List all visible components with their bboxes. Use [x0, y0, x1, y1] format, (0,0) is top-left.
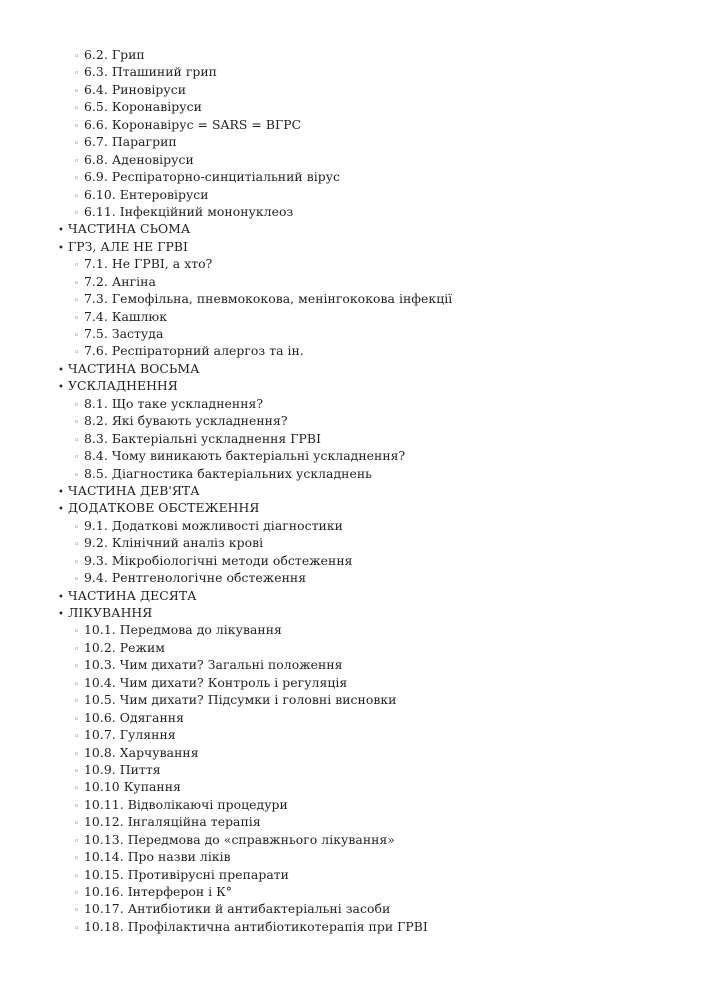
toc-subsection-item[interactable]: [58, 813, 698, 830]
toc-item-label: 9.4. Рентгенологічне обстеження: [84, 570, 307, 586]
toc-item-label: 8.4. Чому виникають бактеріальні ускладнення?: [84, 448, 406, 464]
toc-item-label: 10.4. Чим дихати? Контроль і регуляція: [84, 674, 348, 690]
toc-item-label: 10.14. Про назви ліків: [84, 849, 231, 865]
toc-section-item[interactable]: [58, 238, 698, 255]
toc-item-label: 7.6. Респіраторний алергоз та ін.: [84, 343, 304, 359]
toc-subsection-item[interactable]: [58, 151, 698, 168]
toc-item-label: 10.7. Гуляння: [84, 727, 176, 743]
toc-item-label: 10.15. Противірусні препарати: [84, 866, 289, 882]
toc-item-label: ДОДАТКОВЕ ОБСТЕЖЕННЯ: [68, 500, 260, 516]
toc-subsection-item[interactable]: [58, 186, 698, 203]
toc-item-label: 10.16. Інтерферон і К°: [84, 884, 233, 899]
toc-subsection-item[interactable]: [58, 831, 698, 848]
toc-subsection-item[interactable]: [58, 342, 698, 359]
toc-subsection-item[interactable]: [58, 796, 698, 813]
toc-item-label: 10.13. Передмова до «справжнього лікування»: [84, 831, 395, 847]
toc-section-item[interactable]: [58, 604, 698, 621]
toc-subsection-item[interactable]: [58, 674, 698, 691]
toc-subsection-item[interactable]: [58, 116, 698, 133]
toc-subsection-item[interactable]: [58, 778, 698, 795]
toc-subsection-item[interactable]: [58, 656, 698, 673]
toc-section-item[interactable]: [58, 377, 698, 394]
toc-subsection-item[interactable]: [58, 63, 698, 80]
toc-subsection-item[interactable]: [58, 900, 698, 917]
toc-item-label: 7.1. Не ГРВІ, а хто?: [84, 256, 213, 272]
toc-subsection-item[interactable]: [58, 569, 698, 586]
toc-subsection-item[interactable]: [58, 203, 698, 220]
hollow-bullet-icon: ◦: [74, 261, 80, 272]
toc-subsection-item[interactable]: [58, 517, 698, 534]
toc-subsection-item[interactable]: [58, 273, 698, 290]
hollow-bullet-icon: ◦: [74, 418, 80, 429]
toc-item-label: 8.3. Бактеріальні ускладнення ГРВІ: [84, 430, 322, 446]
hollow-bullet-icon: ◦: [74, 331, 80, 341]
toc-item-label: 7.5. Застуда: [84, 326, 164, 341]
toc-subsection-item[interactable]: [58, 726, 698, 743]
toc-item-label: 10.6. Одягання: [84, 709, 184, 725]
toc-item-label: 10.9. Пиття: [84, 761, 161, 777]
hollow-bullet-icon: ◦: [74, 296, 80, 307]
toc-item-label: ГРЗ, АЛЕ НЕ ГРВІ: [68, 238, 188, 254]
toc-item-label: 6.2. Грип: [84, 47, 145, 62]
toc-section-item[interactable]: [58, 360, 698, 377]
hollow-bullet-icon: ◦: [74, 854, 80, 865]
hollow-bullet-icon: ◦: [74, 697, 80, 708]
toc-subsection-item[interactable]: [58, 430, 698, 447]
hollow-bullet-icon: ◦: [74, 174, 80, 185]
hollow-bullet-icon: ◦: [74, 679, 80, 690]
toc-item-label: 6.5. Коронавіруси: [84, 99, 202, 115]
bullet-icon: •: [58, 486, 64, 498]
toc-subsection-item[interactable]: [58, 465, 698, 482]
toc-subsection-item[interactable]: [58, 883, 698, 900]
toc-item-label: ЧАСТИНА ВОСЬМА: [68, 360, 200, 376]
hollow-bullet-icon: ◦: [74, 889, 80, 899]
toc-item-label: 10.5. Чим дихати? Підсумки і головні висновки: [84, 692, 397, 708]
hollow-bullet-icon: ◦: [74, 522, 80, 533]
hollow-bullet-icon: ◦: [74, 470, 80, 481]
hollow-bullet-icon: ◦: [74, 871, 80, 882]
toc-subsection-item[interactable]: [58, 848, 698, 865]
toc-item-label: 9.1. Додаткові можливості діагностики: [84, 517, 343, 533]
toc-subsection-item[interactable]: [58, 168, 698, 185]
toc-subsection-item[interactable]: [58, 691, 698, 708]
hollow-bullet-icon: ◦: [74, 732, 80, 743]
toc-item-label: 7.4. Кашлюк: [84, 308, 168, 324]
toc-subsection-item[interactable]: [58, 395, 698, 412]
toc-section-item[interactable]: [58, 499, 698, 516]
toc-item-label: ЧАСТИНА ДЕСЯТА: [68, 587, 197, 603]
toc-item-label: ЛІКУВАННЯ: [68, 605, 153, 620]
hollow-bullet-icon: ◦: [74, 801, 80, 812]
toc-item-label: 10.10 Купання: [84, 779, 181, 795]
toc-item-label: 6.4. Риновіруси: [84, 81, 187, 97]
hollow-bullet-icon: ◦: [74, 836, 80, 847]
toc-subsection-item[interactable]: [58, 308, 698, 325]
toc-subsection-item[interactable]: [58, 866, 698, 883]
toc-item-label: 10.18. Профілактична антибіотикотерапія при ГРВІ: [84, 918, 428, 934]
toc-subsection-item[interactable]: [58, 447, 698, 464]
hollow-bullet-icon: ◦: [74, 400, 80, 411]
toc-item-label: 6.9. Респіраторно-синцитіальний вірус: [84, 169, 341, 185]
toc-item-label: 10.3. Чим дихати? Загальні положення: [84, 657, 343, 673]
toc-subsection-item[interactable]: [58, 552, 698, 569]
hollow-bullet-icon: ◦: [74, 313, 80, 324]
toc-item-label: 7.3. Гемофільна, пневмококова, менінгококова інфекції: [84, 291, 453, 307]
hollow-bullet-icon: ◦: [74, 348, 80, 359]
hollow-bullet-icon: ◦: [74, 104, 80, 115]
hollow-bullet-icon: ◦: [74, 435, 80, 446]
toc-item-label: 8.2. Які бувають ускладнення?: [84, 413, 288, 429]
hollow-bullet-icon: ◦: [74, 540, 80, 551]
toc-item-label: 9.2. Клінічний аналіз крові: [84, 535, 264, 551]
hollow-bullet-icon: ◦: [74, 52, 80, 62]
toc-subsection-item[interactable]: [58, 918, 698, 935]
toc-subsection-item[interactable]: [58, 639, 698, 656]
hollow-bullet-icon: ◦: [74, 749, 80, 760]
toc-subsection-item[interactable]: [58, 81, 698, 98]
toc-item-label: ЧАСТИНА ДЕВ'ЯТА: [68, 482, 200, 498]
toc-subsection-item[interactable]: [58, 761, 698, 778]
hollow-bullet-icon: ◦: [74, 714, 80, 725]
hollow-bullet-icon: ◦: [74, 208, 80, 219]
toc-section-item[interactable]: [58, 482, 698, 499]
toc-subsection-item[interactable]: [58, 98, 698, 115]
bullet-icon: •: [58, 225, 64, 237]
toc-subsection-item[interactable]: [58, 534, 698, 551]
bullet-icon: •: [58, 504, 64, 516]
toc-item-label: 10.12. Інгаляційна терапія: [84, 814, 261, 830]
toc-item-label: 7.2. Ангіна: [84, 273, 156, 289]
hollow-bullet-icon: ◦: [74, 766, 80, 777]
toc-item-label: 6.10. Ентеровіруси: [84, 186, 209, 202]
toc-item-label: 6.7. Парагрип: [84, 134, 177, 150]
toc-subsection-item[interactable]: [58, 133, 698, 150]
hollow-bullet-icon: ◦: [74, 784, 80, 795]
hollow-bullet-icon: ◦: [74, 662, 80, 673]
toc-item-label: 10.1. Передмова до лікування: [84, 622, 282, 638]
toc-subsection-item[interactable]: [58, 621, 698, 638]
bullet-icon: •: [58, 242, 64, 254]
hollow-bullet-icon: ◦: [74, 819, 80, 830]
table-of-contents: [58, 46, 698, 935]
toc-item-label: 8.5. Діагностика бактеріальних ускладнень: [84, 465, 372, 481]
toc-item-label: 10.2. Режим: [84, 639, 165, 655]
hollow-bullet-icon: ◦: [74, 191, 80, 202]
toc-item-label: 6.8. Аденовіруси: [84, 151, 194, 167]
hollow-bullet-icon: ◦: [74, 278, 80, 289]
toc-subsection-item[interactable]: [58, 709, 698, 726]
hollow-bullet-icon: ◦: [74, 453, 80, 464]
hollow-bullet-icon: ◦: [74, 156, 80, 167]
toc-item-label: 8.1. Що таке ускладнення?: [84, 395, 264, 411]
toc-subsection-item[interactable]: [58, 255, 698, 272]
toc-subsection-item[interactable]: [58, 412, 698, 429]
toc-section-item[interactable]: [58, 220, 698, 237]
hollow-bullet-icon: ◦: [74, 557, 80, 568]
hollow-bullet-icon: ◦: [74, 121, 80, 132]
toc-item-label: УСКЛАДНЕННЯ: [68, 378, 178, 394]
toc-item-label: 10.11. Відволікаючі процедури: [84, 796, 288, 812]
toc-item-label: 6.6. Коронавірус = SARS = ВГРС: [84, 116, 302, 132]
toc-item-label: 6.11. Інфекційний мононуклеоз: [84, 203, 294, 219]
toc-item-label: 10.17. Антибіотики й антибактеріальні засоби: [84, 901, 391, 917]
hollow-bullet-icon: ◦: [74, 906, 80, 917]
toc-section-item[interactable]: [58, 587, 698, 604]
bullet-icon: •: [58, 382, 64, 394]
hollow-bullet-icon: ◦: [74, 69, 80, 80]
toc-list: [58, 46, 698, 935]
hollow-bullet-icon: ◦: [74, 644, 80, 655]
toc-item-label: 6.3. Пташиний грип: [84, 64, 217, 80]
hollow-bullet-icon: ◦: [74, 139, 80, 150]
hollow-bullet-icon: ◦: [74, 575, 80, 586]
toc-subsection-item[interactable]: [58, 46, 698, 63]
toc-subsection-item[interactable]: [58, 325, 698, 342]
hollow-bullet-icon: ◦: [74, 923, 80, 934]
hollow-bullet-icon: ◦: [74, 627, 80, 638]
toc-item-label: 9.3. Мікробіологічні методи обстеження: [84, 552, 353, 568]
toc-subsection-item[interactable]: [58, 744, 698, 761]
hollow-bullet-icon: ◦: [74, 86, 80, 97]
bullet-icon: •: [58, 591, 64, 603]
bullet-icon: •: [58, 364, 64, 376]
toc-subsection-item[interactable]: [58, 290, 698, 307]
toc-item-label: ЧАСТИНА СЬОМА: [68, 221, 191, 237]
bullet-icon: •: [58, 609, 64, 620]
toc-item-label: 10.8. Харчування: [84, 744, 199, 760]
